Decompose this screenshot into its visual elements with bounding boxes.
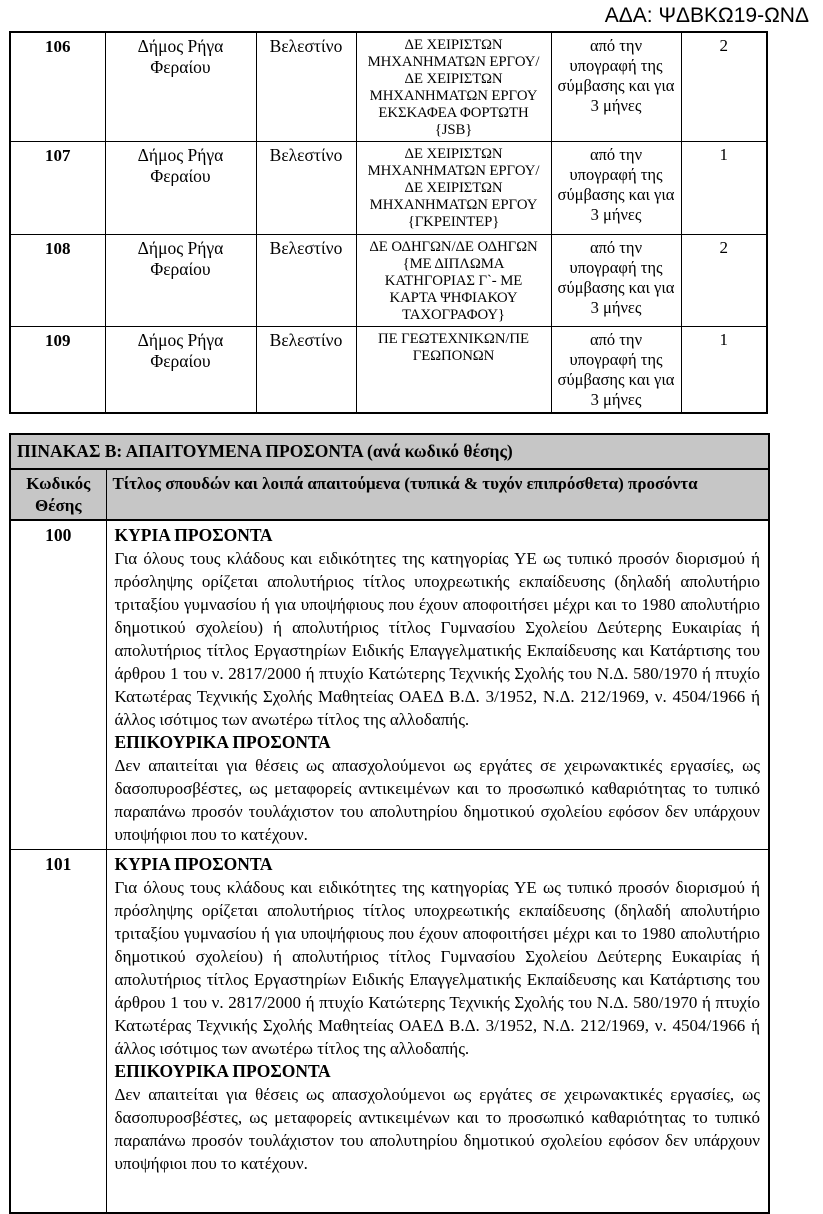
section-heading: ΕΠΙΚΟΥΡΙΚΑ ΠΡΟΣΟΝΤΑ [114, 732, 331, 752]
section-heading: ΚΥΡΙΑ ΠΡΟΣΟΝΤΑ [114, 525, 273, 545]
column-header-title: Τίτλος σπουδών και λοιπά απαιτούμενα (τυπικά & τυχόν επιπρόσθετα) προσόντα [106, 469, 769, 520]
duration: από την υπογραφή της σύμβασης και για 3 μήνες [551, 32, 681, 142]
municipality: Δήμος Ρήγα Φεραίου [105, 327, 256, 414]
duration: από την υπογραφή της σύμβασης και για 3 μήνες [551, 327, 681, 414]
column-header-code: Κωδικός Θέσης [10, 469, 106, 520]
position-count: 1 [681, 327, 767, 414]
position-code: 107 [10, 142, 105, 235]
section-body: Για όλους τους κλάδους και ειδικότητες της κατηγορίας ΥΕ ως τυπικό προσόν διορισμού ή πρόσληψης ορίζεται απολυτήριος τίτλος υποχρεωτικής εκπαίδευσης (δηλαδή απολυτήριο τριταξίου γυμνασίου ή για υποψήφιους που έχουν αποφοιτήσει μέχρι και το 1980 απολυτήριο δημοτικού σχολείου) ή απολυτήριος τίτλος Γυμνασίου Σχολείου Δεύτερης Ευκαιρίας ή απολυτήριος τίτλος Εργαστηρίων Ειδικής Επαγγελματικής Εκπαίδευσης και Κατάρτισης του άρθρου 1 του ν. 2817/2000 ή πτυχίο Κατώτερης Τεχνικής Σχολής του Ν.Δ. 580/1970 ή πτυχίο Κατωτέρας Τεχνικής Σχολής Μαθητείας ΟΑΕΔ Β.Δ. 3/1952, Ν.Δ. 212/1969, ν. 4504/1966 ή άλλος ισότιμος των ανωτέρω τίτλος της αλλοδαπής. [114, 878, 760, 1058]
requirements-table [9, 433, 770, 1214]
positions-table [9, 31, 768, 414]
position-count: 2 [681, 235, 767, 327]
section-body: Δεν απαιτείται για θέσεις ως απασχολούμενοι ως εργάτες σε χειρωνακτικές εργασίες, ως δασοπυροσβέστες, ως μεταφορείς αντικειμένων και το προσωπικό καθαριότητας το τυπικό παραπάνω προσόν τουλάχιστον του απολυτηρίου δημοτικού σχολείου εφόσον δεν υπάρχουν υποψήφιοι που το κατέχουν. [114, 1085, 760, 1173]
duration: από την υπογραφή της σύμβασης και για 3 μήνες [551, 235, 681, 327]
position-code: 101 [10, 850, 106, 1213]
table-row [10, 850, 769, 1213]
position-count: 2 [681, 32, 767, 142]
location: Βελεστίνο [256, 142, 356, 235]
specialty: ΔΕ ΧΕΙΡΙΣΤΩΝ ΜΗΧΑΝΗΜΑΤΩΝ ΕΡΓΟΥ/ΔΕ ΧΕΙΡΙΣΤΩΝ ΜΗΧΑΝΗΜΑΤΩΝ ΕΡΓΟΥ {ΓΚΡΕΙΝΤΕΡ} [356, 142, 551, 235]
table-b-title-row [10, 434, 769, 469]
table-b-header-row [10, 469, 769, 520]
table-row [10, 142, 767, 235]
municipality: Δήμος Ρήγα Φεραίου [105, 142, 256, 235]
position-code: 108 [10, 235, 105, 327]
location: Βελεστίνο [256, 32, 356, 142]
table-row [10, 235, 767, 327]
table-row [10, 520, 769, 850]
section-body: Για όλους τους κλάδους και ειδικότητες της κατηγορίας ΥΕ ως τυπικό προσόν διορισμού ή πρόσληψης ορίζεται απολυτήριος τίτλος υποχρεωτικής εκπαίδευσης (δηλαδή απολυτήριο τριταξίου γυμνασίου ή για υποψήφιους που έχουν αποφοιτήσει μέχρι και το 1980 απολυτήριο δημοτικού σχολείου) ή απολυτήριος τίτλος Γυμνασίου Σχολείου Δεύτερης Ευκαιρίας ή απολυτήριος τίτλος Εργαστηρίων Ειδικής Επαγγελματικής Εκπαίδευσης και Κατάρτισης του άρθρου 1 του ν. 2817/2000 ή πτυχίο Κατώτερης Τεχνικής Σχολής του Ν.Δ. 580/1970 ή πτυχίο Κατωτέρας Τεχνικής Σχολής Μαθητείας ΟΑΕΔ Β.Δ. 3/1952, Ν.Δ. 212/1969, ν. 4504/1966 ή άλλος ισότιμος των ανωτέρω τίτλος της αλλοδαπής. [114, 549, 760, 729]
table-row [10, 327, 767, 414]
qualifications-cell [106, 520, 769, 850]
position-code: 109 [10, 327, 105, 414]
position-count: 1 [681, 142, 767, 235]
duration: από την υπογραφή της σύμβασης και για 3 μήνες [551, 142, 681, 235]
specialty: ΔΕ ΟΔΗΓΩΝ/ΔΕ ΟΔΗΓΩΝ {ΜΕ ΔΙΠΛΩΜΑ ΚΑΤΗΓΟΡΙΑΣ Γ`- ΜΕ ΚΑΡΤΑ ΨΗΦΙΑΚΟΥ ΤΑΧΟΓΡΑΦΟΥ} [356, 235, 551, 327]
position-code: 100 [10, 520, 106, 850]
table-row [10, 32, 767, 142]
position-code: 106 [10, 32, 105, 142]
section-body: Δεν απαιτείται για θέσεις ως απασχολούμενοι ως εργάτες σε χειρωνακτικές εργασίες, ως δασοπυροσβέστες, ως μεταφορείς αντικειμένων και το προσωπικό καθαριότητας το τυπικό παραπάνω προσόν τουλάχιστον του απολυτηρίου δημοτικού σχολείου εφόσον δεν υπάρχουν υποψήφιοι που το κατέχουν. [114, 756, 760, 844]
municipality: Δήμος Ρήγα Φεραίου [105, 32, 256, 142]
qualifications-cell [106, 850, 769, 1213]
ada-code: ΑΔΑ: ΨΔΒΚΩ19-ΩΝΔ [604, 4, 809, 27]
section-heading: ΚΥΡΙΑ ΠΡΟΣΟΝΤΑ [114, 854, 273, 874]
specialty: ΔΕ ΧΕΙΡΙΣΤΩΝ ΜΗΧΑΝΗΜΑΤΩΝ ΕΡΓΟΥ/ΔΕ ΧΕΙΡΙΣΤΩΝ ΜΗΧΑΝΗΜΑΤΩΝ ΕΡΓΟΥ ΕΚΣΚΑΦΕΑ ΦΟΡΤΩΤΗ {JSB} [356, 32, 551, 142]
section-heading: ΕΠΙΚΟΥΡΙΚΑ ΠΡΟΣΟΝΤΑ [114, 1061, 331, 1081]
specialty: ΠΕ ΓΕΩΤΕΧΝΙΚΩΝ/ΠΕ ΓΕΩΠΟΝΩΝ [356, 327, 551, 414]
location: Βελεστίνο [256, 327, 356, 414]
table-b-title: ΠΙΝΑΚΑΣ Β: ΑΠΑΙΤΟΥΜΕΝΑ ΠΡΟΣΟΝΤΑ (ανά κωδικό θέσης) [10, 434, 769, 469]
location: Βελεστίνο [256, 235, 356, 327]
municipality: Δήμος Ρήγα Φεραίου [105, 235, 256, 327]
